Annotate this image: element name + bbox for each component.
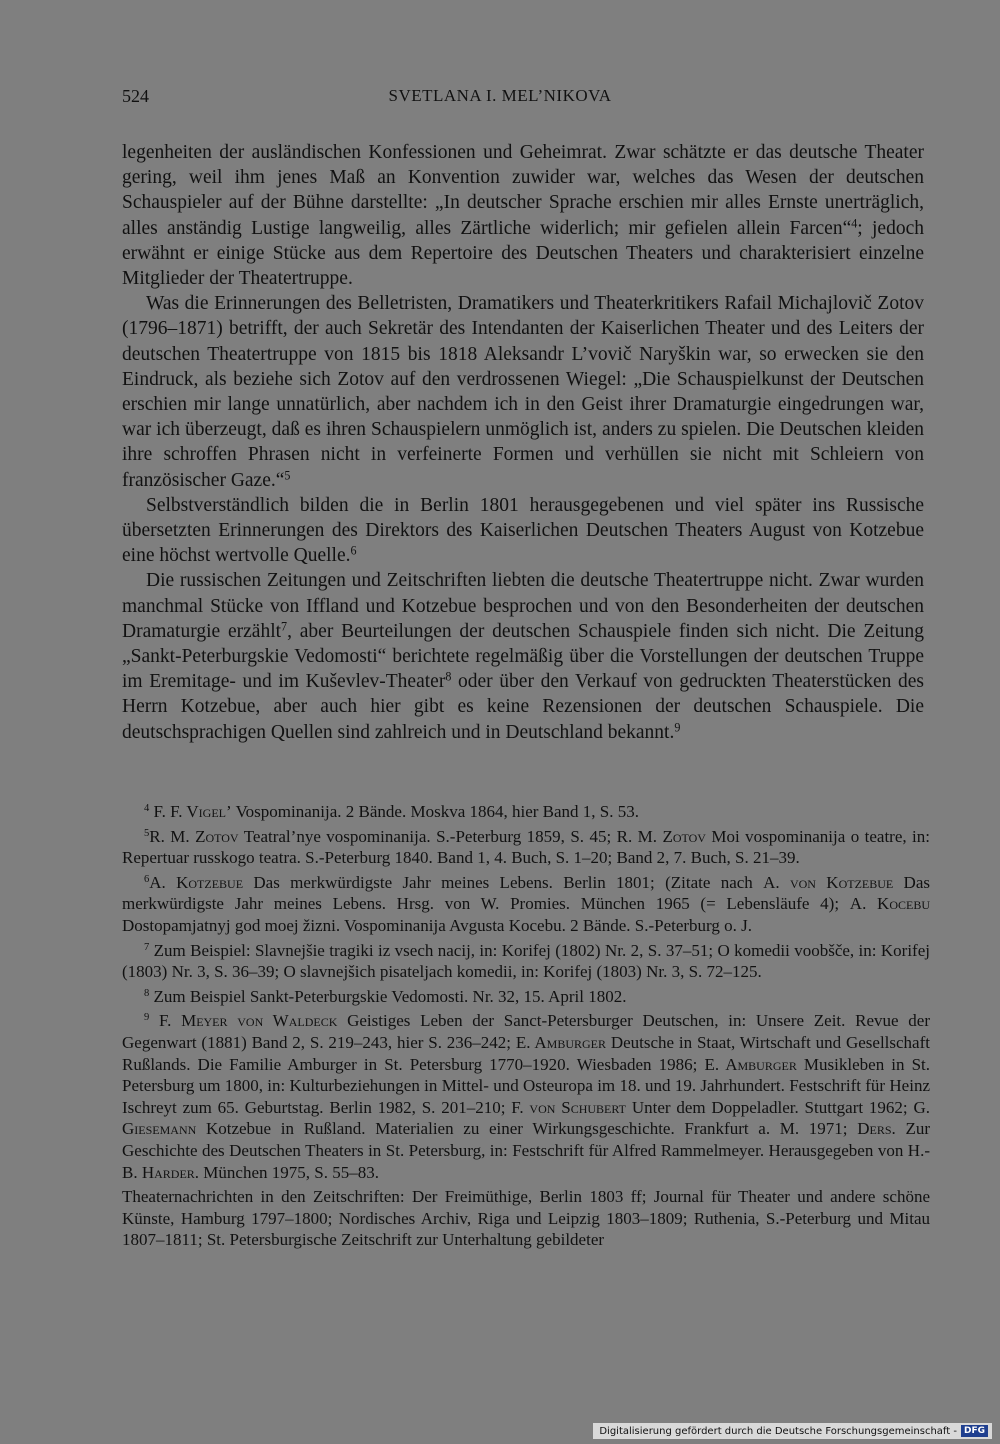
paragraph-2: Was die Erinnerungen des Belletristen, Dramatikers und Theaterkritikers Rafail Michajlovič Zotov (1796–1871) betrifft, der auch Sekretär des Intendanten der Kaiserlichen Theater und des Leiters der deutschen Theatertruppe von 1815 bis 1818 Aleksandr L’vovič Naryškin war, so erwecken sie den Eindruck, als beziehe sich Zotov auf den verdrossenen Wiegel: „Die Schauspielkunst der Deutschen erschien mir lange unnatürlich, aber nachdem ich in den Geist ihrer Dramaturgie eingedrungen war, war ich überzeugt, daß es ihren Schauspielern unmöglich ist, anders zu spielen. Die Deutschen kleiden ihre schroffen Phrasen nicht in verfeinerte Formen und verhüllen sie nicht mit Schleiern von französischer Gaze.“$^5$ bbox=[122, 293, 924, 491]
footnote-7: $^7$ Zum Beispiel: Slavnejšie tragiki iz vsech nacij, in: Korifej (1802) Nr. 2, S. 37–51; O komedii voobšče, in: Korifej (1803) Nr. 3, S. 36–39; O slavnejšich pisateljach komedii, in: Korifej (1803) Nr. 3, S. 72–125. bbox=[122, 940, 930, 982]
footnote-ref-5: 5 bbox=[284, 468, 291, 482]
footnote-9: $^9$ F. Meyer von Waldeck Geistiges Leben der Sanct-Petersburger Deutschen, in: Unsere Zeit. Revue der Gegenwart (1881) Band 2, S. 219–243, hier S. 236–242; E. Amburger Deutsche in Staat, Wirtschaft und Gesellschaft Rußlands. Die Familie Amburger in St. Petersburg 1770–1920. Wiesbaden 1986; E. Amburger Musikleben in St. Petersburg um 1800, in: Kulturbeziehungen in Mittel- und Osteuropa im 18. und 19. Jahrhundert. Festschrift für Heinz Ischreyt zum 65. Geburtstag. Berlin 1982, S. 201–210; F. von Schubert Unter dem Doppeladler. Stuttgart 1962; G. Giesemann Kotzebue in Rußland. Materialien zu einer Wirkungsgeschichte. Frankfurt a. M. 1971; Ders. Zur Geschichte des Deutschen Theaters in St. Petersburg, in: Festschrift für Alfred Rammelmeyer. Herausgegeben von H.-B. Harder. München 1975, S. 55–83. bbox=[122, 1011, 931, 1182]
footnote-8: $^8$ Zum Beispiel Sankt-Peterburgskie Vedomosti. Nr. 32, 15. April 1802. bbox=[144, 986, 627, 1006]
running-head: SVETLANA I. MEL’NIKOVA bbox=[388, 86, 612, 105]
footnote-ref-8: 8 bbox=[445, 669, 452, 684]
footnotes bbox=[122, 801, 930, 1254]
footnote-4: $^4$ F. F. Vigel’ Vospominanija. 2 Bände. Moskva 1864, hier Band 1, S. 53. bbox=[144, 802, 640, 821]
footnote-ref-4: 4 bbox=[851, 215, 858, 230]
footnote-6: $^6$A. Kotzebue Das merkwürdigste Jahr meines Lebens. Berlin 1801; (Zitate nach A. von Kotzebue Das merkwürdigste Jahr meines Lebens. Hrsg. von W. Promies. München 1965 (= Lebensläufe 4); A. Kocebu Dostopamjatnyj god moej žizni. Vospominanija Avgusta Kocebu. 2 Bände. S.-Peterburg o. J. bbox=[122, 872, 930, 935]
digitization-notice bbox=[593, 1423, 992, 1439]
main-text bbox=[122, 140, 924, 745]
footnote-5: $^5$R. M. Zotov Teatral’nye vospominanija. S.-Peterburg 1859, S. 45; R. M. Zotov Moi vospominanija o teatre, in: Repertuar russkogo teatra. S.-Peterburg 1840. Band 1, 4. Buch, S. 1–20; Band 2, 7. Buch, S. 21–39. bbox=[122, 826, 931, 868]
paragraph-3: Selbstverständlich bilden die in Berlin 1801 herausgegebenen und viel später ins Russische übersetzten Erinnerungen des Direktors des Kaiserlichen Deutschen Theaters August von Kotzebue eine höchst wertvolle Quelle.$^6$ bbox=[122, 494, 924, 567]
dfg-logo-icon: DFG bbox=[961, 1425, 988, 1437]
paragraph-4: Die russischen Zeitungen und Zeitschriften liebten die deutsche Theatertruppe nicht. Zwar wurden manchmal Stücke von Iffland und Kotzebue besprochen und von den Besonderheiten der deutschen Dramaturgie erzählt$^7$, aber Beurteilungen der deutschen Schauspiele finden sich nicht. Die Zeitung „Sankt-Peterburgskie Vedomosti“ berichtete regelmäßig über die Vorstellungen der deutschen Truppe im Eremitage- und im Kuševlev-Theater$^8$ oder über den Verkauf von gedruckten Theaterstücken des Herrn Kotzebue, aber auch hier gibt es keine Rezensionen der deutschen Schauspiele. Die deutschsprachigen Quellen sind zahlreich und in Deutschland bekannt.$^9$ bbox=[122, 570, 924, 743]
page-number: 524 bbox=[122, 86, 149, 106]
digitization-notice-text: Digitalisierung gefördert durch die Deutsche Forschungsgemeinschaft - bbox=[599, 1425, 957, 1437]
footnote-9-continuation: Theaternachrichten in den Zeitschriften: Der Freimüthige, Berlin 1803 ff; Journal für Theater und andere schöne Künste, Hamburg 1797–1800; Nordisches Archiv, Riga und Leipzig 1803–1809; Ruthenia, S.-Peterburg und Mitau 1807–1811; St. Petersburgische Zeitschrift zur Unterhaltung gebildeter bbox=[122, 1187, 930, 1250]
footnote-ref-6: 6 bbox=[350, 543, 357, 558]
footnote-ref-7: 7 bbox=[281, 619, 288, 634]
paragraph-1: legenheiten der ausländischen Konfessionen und Geheimrat. Zwar schätzte er das deutsche Theater gering, weil ihm jenes Maß an Konvention zuwider war, welches das Wesen der deutschen Schauspieler auf der Bühne darstellte: „In deutscher Sprache erschien mir alles Ernste unerträglich, alles anständig Lustige langweilig, alles Zärtliche widerlich; mir gefielen allein Farcen“$^4$; jedoch erwähnt er einige Stücke aus dem Repertoire des Deutschen Theaters und charakterisiert einzelne Mitglieder der Theatertruppe. bbox=[122, 142, 924, 290]
footnote-ref-9: 9 bbox=[674, 720, 681, 735]
